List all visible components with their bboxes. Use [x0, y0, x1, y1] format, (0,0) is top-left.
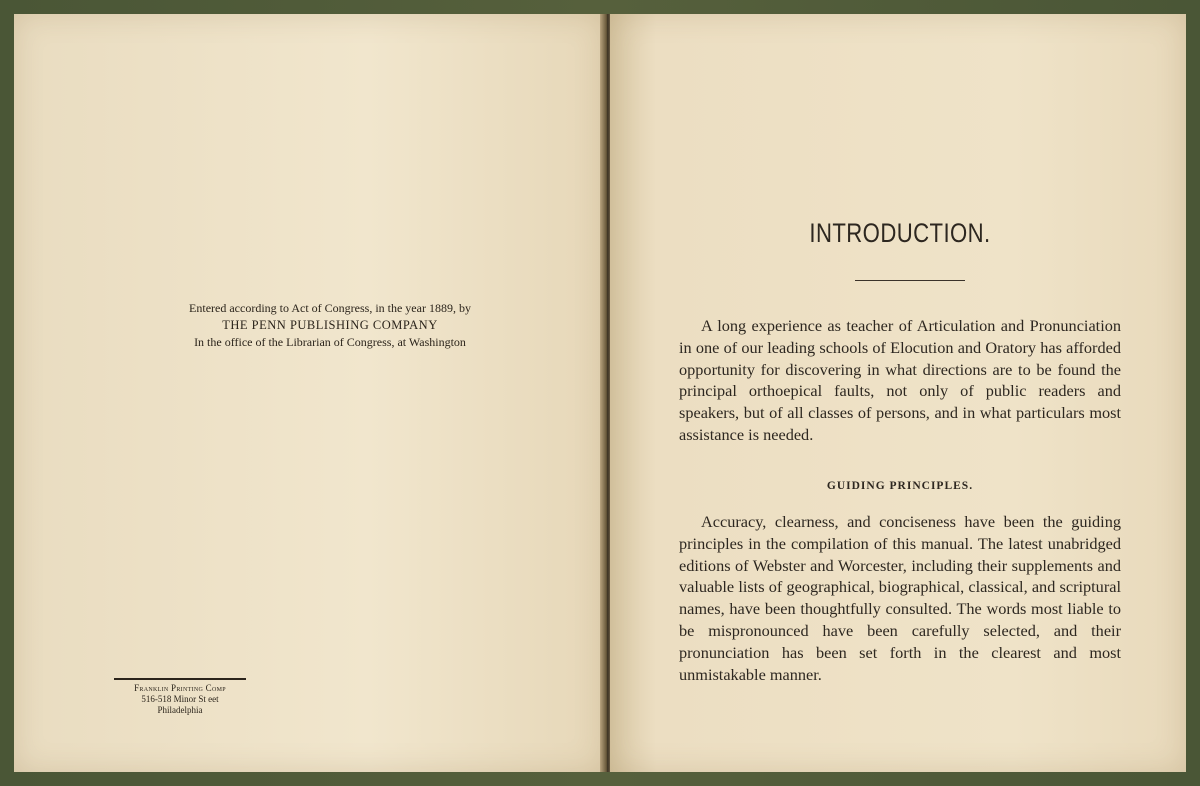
title-divider — [855, 280, 965, 281]
intro-paragraph-2: Accuracy, clearness, and conciseness have been the guiding principles in the compilation of this manual. The latest unabridged editions of Webster and Worcester, including their supplements and valuable lists of geographical, biographical, classical, and scriptural names, have been thoughtfully consulted. The words most liable to be mispronounced have been carefully selected, and their pronunciation has been set forth in the clearest and most unmistakable manner. — [679, 512, 1121, 684]
copyright-line-2: THE PENN PUBLISHING COMPANY — [222, 318, 438, 332]
imprint-rule — [114, 678, 246, 680]
copyright-notice — [160, 300, 500, 351]
printer-imprint — [110, 678, 250, 716]
printer-name: Franklin Printing Comp — [134, 683, 226, 693]
printer-address: 516-518 Minor St eet — [141, 694, 219, 704]
page-title: INTRODUCTION. — [809, 218, 991, 248]
intro-paragraph-1: A long experience as teacher of Articulation and Pronunciation in one of our leading schools of Elocution and Oratory has afforded opportunity for discovering in what directions are to be found the principal orthoepical faults, not only of public readers and speakers, but of all classes of persons, and in what particulars most assistance is needed. — [679, 316, 1121, 444]
left-page — [14, 14, 604, 772]
copyright-line-1: Entered according to Act of Congress, in the year 1889, by — [189, 301, 471, 315]
copyright-line-3: In the office of the Librarian of Congress, at Washington — [194, 335, 466, 349]
printer-city: Philadelphia — [157, 705, 203, 715]
section-subheading: GUIDING PRINCIPLES. — [826, 480, 974, 492]
